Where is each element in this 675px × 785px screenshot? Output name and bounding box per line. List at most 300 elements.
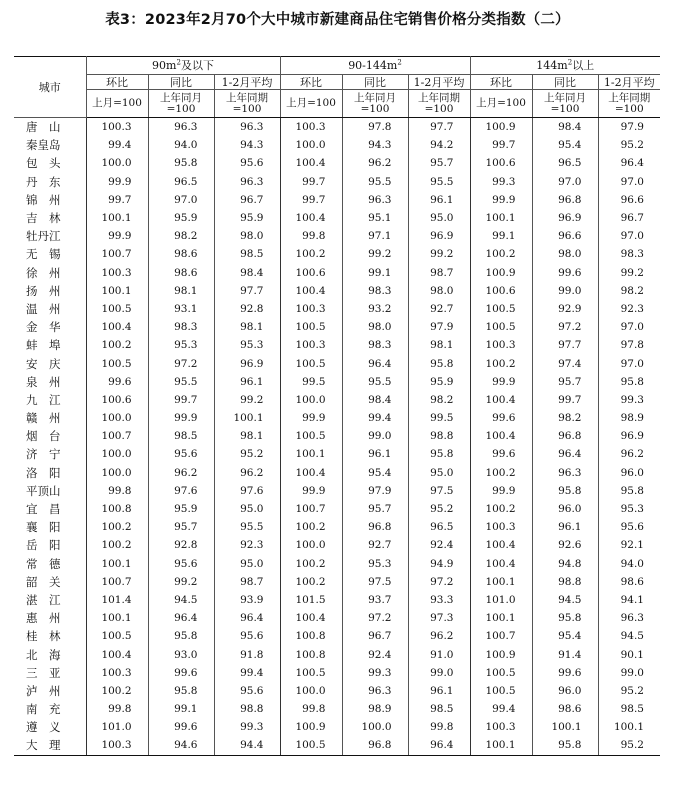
cell-mom: 100.3 <box>280 118 342 137</box>
cell-mom: 101.5 <box>280 591 342 609</box>
cell-avg: 97.3 <box>408 609 470 627</box>
cell-mom: 99.9 <box>470 191 532 209</box>
cell-yoy: 99.7 <box>148 391 214 409</box>
cell-yoy: 92.4 <box>342 645 408 663</box>
cell-yoy: 94.0 <box>148 136 214 154</box>
cell-avg: 99.2 <box>214 391 280 409</box>
cell-avg: 95.6 <box>214 627 280 645</box>
cell-mom: 100.4 <box>280 609 342 627</box>
cell-yoy: 97.9 <box>342 482 408 500</box>
cell-mom: 100.5 <box>470 682 532 700</box>
cell-avg: 95.0 <box>408 209 470 227</box>
cell-yoy: 92.6 <box>532 536 598 554</box>
cell-yoy: 91.4 <box>532 645 598 663</box>
cell-avg: 92.8 <box>214 300 280 318</box>
cell-avg: 96.3 <box>214 173 280 191</box>
cell-avg: 97.6 <box>214 482 280 500</box>
cell-mom: 100.7 <box>86 245 148 263</box>
sub-header-yoy: 同比 <box>532 75 598 90</box>
cell-yoy: 99.6 <box>148 664 214 682</box>
cell-avg: 95.8 <box>598 373 660 391</box>
cell-yoy: 98.2 <box>532 409 598 427</box>
table-row <box>14 609 660 627</box>
cell-mom: 100.6 <box>280 264 342 282</box>
table-row <box>14 409 660 427</box>
sub-header-mom: 环比 <box>470 75 532 90</box>
base-header-yoy: 上年同月=100 <box>148 90 214 118</box>
cell-mom: 100.2 <box>280 573 342 591</box>
cell-avg: 98.3 <box>598 245 660 263</box>
table-row <box>14 282 660 300</box>
cell-avg: 95.6 <box>214 154 280 172</box>
cell-mom: 99.8 <box>280 227 342 245</box>
cell-avg: 94.3 <box>214 136 280 154</box>
sub-header-avg: 1-2月平均 <box>408 75 470 90</box>
table-body <box>14 118 660 756</box>
cell-mom: 100.1 <box>470 609 532 627</box>
cell-yoy: 96.7 <box>342 627 408 645</box>
cell-mom: 99.9 <box>280 482 342 500</box>
cell-mom: 100.0 <box>86 154 148 172</box>
cell-avg: 96.1 <box>408 682 470 700</box>
cell-mom: 100.2 <box>280 518 342 536</box>
cell-yoy: 94.3 <box>342 136 408 154</box>
city-name: 南 充 <box>26 702 61 717</box>
cell-mom: 100.8 <box>86 500 148 518</box>
sub-header-avg: 1-2月平均 <box>598 75 660 90</box>
cell-yoy: 94.8 <box>532 555 598 573</box>
cell-mom: 100.5 <box>280 427 342 445</box>
city-name: 大 理 <box>14 736 86 755</box>
cell-avg: 91.8 <box>214 645 280 663</box>
cell-avg: 95.3 <box>214 336 280 354</box>
base-header-yoy: 上年同月=100 <box>532 90 598 118</box>
cell-avg: 96.2 <box>214 464 280 482</box>
cell-yoy: 99.9 <box>148 409 214 427</box>
cell-avg: 95.9 <box>408 373 470 391</box>
cell-avg: 95.6 <box>598 518 660 536</box>
table-row <box>14 136 660 154</box>
cell-avg: 96.1 <box>408 191 470 209</box>
table-row <box>14 682 660 700</box>
cell-avg: 98.8 <box>214 700 280 718</box>
cell-yoy: 96.0 <box>532 500 598 518</box>
cell-mom: 100.2 <box>86 536 148 554</box>
cell-mom: 100.2 <box>470 464 532 482</box>
table-row <box>14 718 660 736</box>
cell-avg: 97.0 <box>598 318 660 336</box>
cell-avg: 95.0 <box>214 500 280 518</box>
price-index-table-container <box>14 56 660 756</box>
cell-mom: 100.5 <box>280 736 342 755</box>
cell-mom: 99.9 <box>280 409 342 427</box>
cell-avg: 98.5 <box>408 700 470 718</box>
city-name: 韶 关 <box>26 574 61 589</box>
cell-mom: 100.5 <box>280 664 342 682</box>
cell-avg: 96.6 <box>598 191 660 209</box>
cell-yoy: 98.6 <box>532 700 598 718</box>
table-row <box>14 482 660 500</box>
cell-yoy: 99.3 <box>342 664 408 682</box>
cell-mom: 100.1 <box>86 209 148 227</box>
cell-mom: 100.2 <box>470 500 532 518</box>
cell-mom: 100.7 <box>280 500 342 518</box>
cell-avg: 95.2 <box>598 736 660 755</box>
table-row <box>14 154 660 172</box>
cell-mom: 99.6 <box>470 409 532 427</box>
cell-yoy: 95.4 <box>342 464 408 482</box>
cell-mom: 99.9 <box>470 482 532 500</box>
cell-yoy: 98.2 <box>148 227 214 245</box>
cell-mom: 99.4 <box>86 136 148 154</box>
cell-mom: 100.6 <box>470 154 532 172</box>
cell-avg: 97.0 <box>598 354 660 372</box>
cell-yoy: 98.0 <box>532 245 598 263</box>
cell-mom: 99.6 <box>470 445 532 463</box>
cell-yoy: 97.1 <box>342 227 408 245</box>
table-row <box>14 354 660 372</box>
cell-avg: 91.0 <box>408 645 470 663</box>
cell-avg: 98.1 <box>214 318 280 336</box>
cell-avg: 92.4 <box>408 536 470 554</box>
city-name: 丹 东 <box>26 174 61 189</box>
cell-avg: 95.6 <box>214 682 280 700</box>
cell-yoy: 96.4 <box>148 609 214 627</box>
cell-avg: 98.2 <box>598 282 660 300</box>
table-row <box>14 209 660 227</box>
cell-mom: 100.0 <box>86 445 148 463</box>
cell-avg: 94.2 <box>408 136 470 154</box>
cell-avg: 92.3 <box>598 300 660 318</box>
city-name: 秦皇岛 <box>26 138 61 153</box>
cell-yoy: 95.6 <box>148 555 214 573</box>
city-name: 岳 阳 <box>26 538 61 553</box>
cell-yoy: 94.5 <box>148 591 214 609</box>
cell-avg: 96.9 <box>598 427 660 445</box>
cell-yoy: 98.8 <box>532 573 598 591</box>
cell-mom: 99.7 <box>280 191 342 209</box>
sub-header-yoy: 同比 <box>342 75 408 90</box>
cell-mom: 100.2 <box>86 336 148 354</box>
cell-mom: 100.4 <box>86 645 148 663</box>
cell-mom: 101.4 <box>86 591 148 609</box>
cell-mom: 100.7 <box>470 627 532 645</box>
cell-avg: 97.7 <box>408 118 470 137</box>
cell-yoy: 95.7 <box>148 518 214 536</box>
cell-yoy: 96.6 <box>532 227 598 245</box>
group-header-medium: $90-144m^2$ <box>280 57 470 75</box>
cell-mom: 100.0 <box>280 391 342 409</box>
base-header-avg: 上年同期=100 <box>408 90 470 118</box>
city-name: 无 锡 <box>26 247 61 262</box>
cell-yoy: 98.5 <box>148 427 214 445</box>
cell-mom: 100.6 <box>86 391 148 409</box>
cell-yoy: 95.4 <box>532 627 598 645</box>
cell-yoy: 96.5 <box>148 173 214 191</box>
cell-mom: 99.6 <box>86 373 148 391</box>
cell-avg: 99.0 <box>598 664 660 682</box>
cell-yoy: 95.8 <box>532 482 598 500</box>
cell-mom: 99.8 <box>86 482 148 500</box>
city-name: 桂 林 <box>26 629 61 644</box>
cell-avg: 98.7 <box>408 264 470 282</box>
cell-yoy: 96.1 <box>532 518 598 536</box>
cell-mom: 100.3 <box>86 664 148 682</box>
cell-yoy: 96.1 <box>342 445 408 463</box>
cell-yoy: 99.1 <box>342 264 408 282</box>
cell-avg: 97.7 <box>214 282 280 300</box>
cell-avg: 96.4 <box>214 609 280 627</box>
cell-avg: 96.2 <box>598 445 660 463</box>
cell-avg: 95.3 <box>598 500 660 518</box>
city-name: 泸 州 <box>26 683 61 698</box>
cell-mom: 100.2 <box>280 555 342 573</box>
cell-yoy: 97.0 <box>148 191 214 209</box>
cell-mom: 99.4 <box>470 700 532 718</box>
cell-avg: 97.2 <box>408 573 470 591</box>
cell-avg: 94.1 <box>598 591 660 609</box>
cell-mom: 100.4 <box>280 154 342 172</box>
table-row <box>14 427 660 445</box>
table-row <box>14 445 660 463</box>
cell-mom: 100.5 <box>470 318 532 336</box>
table-row <box>14 318 660 336</box>
cell-mom: 100.3 <box>280 300 342 318</box>
cell-yoy: 95.9 <box>148 209 214 227</box>
cell-yoy: 99.0 <box>342 427 408 445</box>
cell-avg: 90.1 <box>598 645 660 663</box>
cell-yoy: 95.8 <box>148 154 214 172</box>
cell-yoy: 92.9 <box>532 300 598 318</box>
cell-avg: 98.8 <box>408 427 470 445</box>
cell-mom: 99.8 <box>86 700 148 718</box>
table-row <box>14 173 660 191</box>
cell-avg: 97.0 <box>598 227 660 245</box>
city-name: 泉 州 <box>26 374 61 389</box>
cell-avg: 99.8 <box>408 718 470 736</box>
cell-avg: 99.3 <box>214 718 280 736</box>
city-header: 城市 <box>14 57 86 118</box>
cell-yoy: 98.4 <box>342 391 408 409</box>
cell-mom: 100.9 <box>470 264 532 282</box>
cell-mom: 100.8 <box>280 645 342 663</box>
cell-yoy: 95.5 <box>148 373 214 391</box>
city-name: 常 德 <box>26 556 61 571</box>
cell-mom: 100.7 <box>86 573 148 591</box>
cell-mom: 100.4 <box>280 464 342 482</box>
cell-yoy: 96.8 <box>342 518 408 536</box>
cell-mom: 99.8 <box>280 700 342 718</box>
cell-mom: 100.0 <box>86 409 148 427</box>
base-header-mom: 上月=100 <box>86 90 148 118</box>
table-row <box>14 591 660 609</box>
cell-yoy: 93.2 <box>342 300 408 318</box>
city-name: 赣 州 <box>26 411 61 426</box>
cell-mom: 100.8 <box>280 627 342 645</box>
city-name: 吉 林 <box>26 211 61 226</box>
city-name: 平顶山 <box>26 483 61 498</box>
cell-avg: 99.0 <box>408 664 470 682</box>
cell-avg: 95.2 <box>598 136 660 154</box>
cell-mom: 99.3 <box>470 173 532 191</box>
city-name: 三 亚 <box>26 665 61 680</box>
cell-avg: 92.3 <box>214 536 280 554</box>
cell-yoy: 98.3 <box>148 318 214 336</box>
cell-yoy: 96.5 <box>532 154 598 172</box>
cell-avg: 97.9 <box>598 118 660 137</box>
cell-avg: 99.5 <box>408 409 470 427</box>
cell-yoy: 95.5 <box>342 373 408 391</box>
city-name: 济 宁 <box>26 447 61 462</box>
cell-yoy: 99.6 <box>532 664 598 682</box>
cell-avg: 96.7 <box>214 191 280 209</box>
table-row <box>14 464 660 482</box>
cell-yoy: 99.0 <box>532 282 598 300</box>
city-name: 洛 阳 <box>26 465 61 480</box>
base-header-yoy: 上年同月=100 <box>342 90 408 118</box>
city-name: 蚌 埠 <box>26 338 61 353</box>
table-row <box>14 264 660 282</box>
cell-yoy: 99.2 <box>342 245 408 263</box>
cell-yoy: 95.8 <box>148 682 214 700</box>
cell-avg: 96.3 <box>598 609 660 627</box>
cell-yoy: 96.9 <box>532 209 598 227</box>
table-row <box>14 555 660 573</box>
city-name: 安 庆 <box>26 356 61 371</box>
cell-mom: 99.9 <box>86 227 148 245</box>
cell-yoy: 96.8 <box>532 191 598 209</box>
sub-header-yoy: 同比 <box>148 75 214 90</box>
city-name: 襄 阳 <box>26 520 61 535</box>
city-name: 烟 台 <box>26 429 61 444</box>
city-name: 金 华 <box>26 320 61 335</box>
cell-mom: 100.2 <box>280 245 342 263</box>
cell-mom: 100.1 <box>86 282 148 300</box>
cell-mom: 101.0 <box>470 591 532 609</box>
cell-mom: 100.3 <box>86 118 148 137</box>
cell-avg: 96.4 <box>408 736 470 755</box>
cell-yoy: 96.2 <box>148 464 214 482</box>
base-header-mom: 上月=100 <box>470 90 532 118</box>
table-header <box>14 57 660 118</box>
cell-mom: 100.5 <box>470 664 532 682</box>
cell-avg: 98.4 <box>214 264 280 282</box>
cell-avg: 98.7 <box>214 573 280 591</box>
cell-yoy: 95.8 <box>148 627 214 645</box>
city-name: 扬 州 <box>26 283 61 298</box>
cell-avg: 98.5 <box>214 245 280 263</box>
cell-mom: 100.2 <box>86 682 148 700</box>
table-row <box>14 536 660 554</box>
cell-mom: 100.1 <box>86 609 148 627</box>
cell-avg: 94.0 <box>598 555 660 573</box>
cell-mom: 100.9 <box>470 645 532 663</box>
cell-avg: 94.5 <box>598 627 660 645</box>
city-name: 包 头 <box>26 156 61 171</box>
city-name: 徐 州 <box>26 265 61 280</box>
city-name: 唐 山 <box>26 120 61 135</box>
cell-yoy: 99.1 <box>148 700 214 718</box>
cell-avg: 97.9 <box>408 318 470 336</box>
cell-avg: 96.2 <box>408 627 470 645</box>
cell-yoy: 99.4 <box>342 409 408 427</box>
cell-mom: 100.0 <box>86 464 148 482</box>
cell-yoy: 99.6 <box>532 264 598 282</box>
cell-yoy: 95.6 <box>148 445 214 463</box>
city-name: 遵 义 <box>26 720 61 735</box>
cell-mom: 100.1 <box>280 445 342 463</box>
cell-mom: 100.5 <box>470 300 532 318</box>
cell-yoy: 95.9 <box>148 500 214 518</box>
cell-mom: 99.9 <box>470 373 532 391</box>
table-row <box>14 664 660 682</box>
table-row <box>14 227 660 245</box>
base-header-avg: 上年同期=100 <box>598 90 660 118</box>
price-index-table <box>14 56 660 756</box>
cell-avg: 96.5 <box>408 518 470 536</box>
cell-avg: 92.7 <box>408 300 470 318</box>
cell-yoy: 97.8 <box>342 118 408 137</box>
cell-avg: 96.9 <box>408 227 470 245</box>
cell-yoy: 97.0 <box>532 173 598 191</box>
cell-mom: 100.4 <box>470 427 532 445</box>
cell-avg: 92.1 <box>598 536 660 554</box>
cell-avg: 98.1 <box>408 336 470 354</box>
cell-yoy: 98.6 <box>148 245 214 263</box>
cell-mom: 100.5 <box>86 354 148 372</box>
city-name: 宜 昌 <box>26 502 61 517</box>
table-row <box>14 627 660 645</box>
cell-avg: 97.0 <box>598 173 660 191</box>
city-name: 九 江 <box>26 392 61 407</box>
cell-mom: 100.0 <box>280 682 342 700</box>
cell-avg: 98.0 <box>408 282 470 300</box>
cell-yoy: 93.7 <box>342 591 408 609</box>
table-row <box>14 336 660 354</box>
cell-yoy: 97.2 <box>148 354 214 372</box>
cell-avg: 95.8 <box>598 482 660 500</box>
cell-mom: 100.4 <box>470 555 532 573</box>
cell-mom: 100.4 <box>280 209 342 227</box>
cell-avg: 95.2 <box>598 682 660 700</box>
cell-mom: 100.1 <box>470 573 532 591</box>
cell-yoy: 92.8 <box>148 536 214 554</box>
sub-header-mom: 环比 <box>280 75 342 90</box>
table-row <box>14 573 660 591</box>
cell-mom: 100.3 <box>280 336 342 354</box>
cell-yoy: 95.5 <box>342 173 408 191</box>
sub-header-avg: 1-2月平均 <box>214 75 280 90</box>
cell-mom: 100.3 <box>470 518 532 536</box>
cell-yoy: 95.3 <box>342 555 408 573</box>
cell-yoy: 95.8 <box>532 736 598 755</box>
group-header-large: $144m^2$以上 <box>470 57 660 75</box>
table-row <box>14 391 660 409</box>
cell-mom: 100.4 <box>470 536 532 554</box>
city-name: 湛 江 <box>26 592 61 607</box>
table-row <box>14 518 660 536</box>
cell-mom: 100.0 <box>280 536 342 554</box>
cell-mom: 99.7 <box>86 191 148 209</box>
cell-avg: 95.0 <box>214 555 280 573</box>
sub-header-mom: 环比 <box>86 75 148 90</box>
cell-mom: 99.1 <box>470 227 532 245</box>
cell-yoy: 96.3 <box>342 682 408 700</box>
cell-avg: 95.8 <box>408 445 470 463</box>
cell-mom: 100.9 <box>280 718 342 736</box>
cell-mom: 100.5 <box>86 300 148 318</box>
cell-avg: 98.9 <box>598 409 660 427</box>
